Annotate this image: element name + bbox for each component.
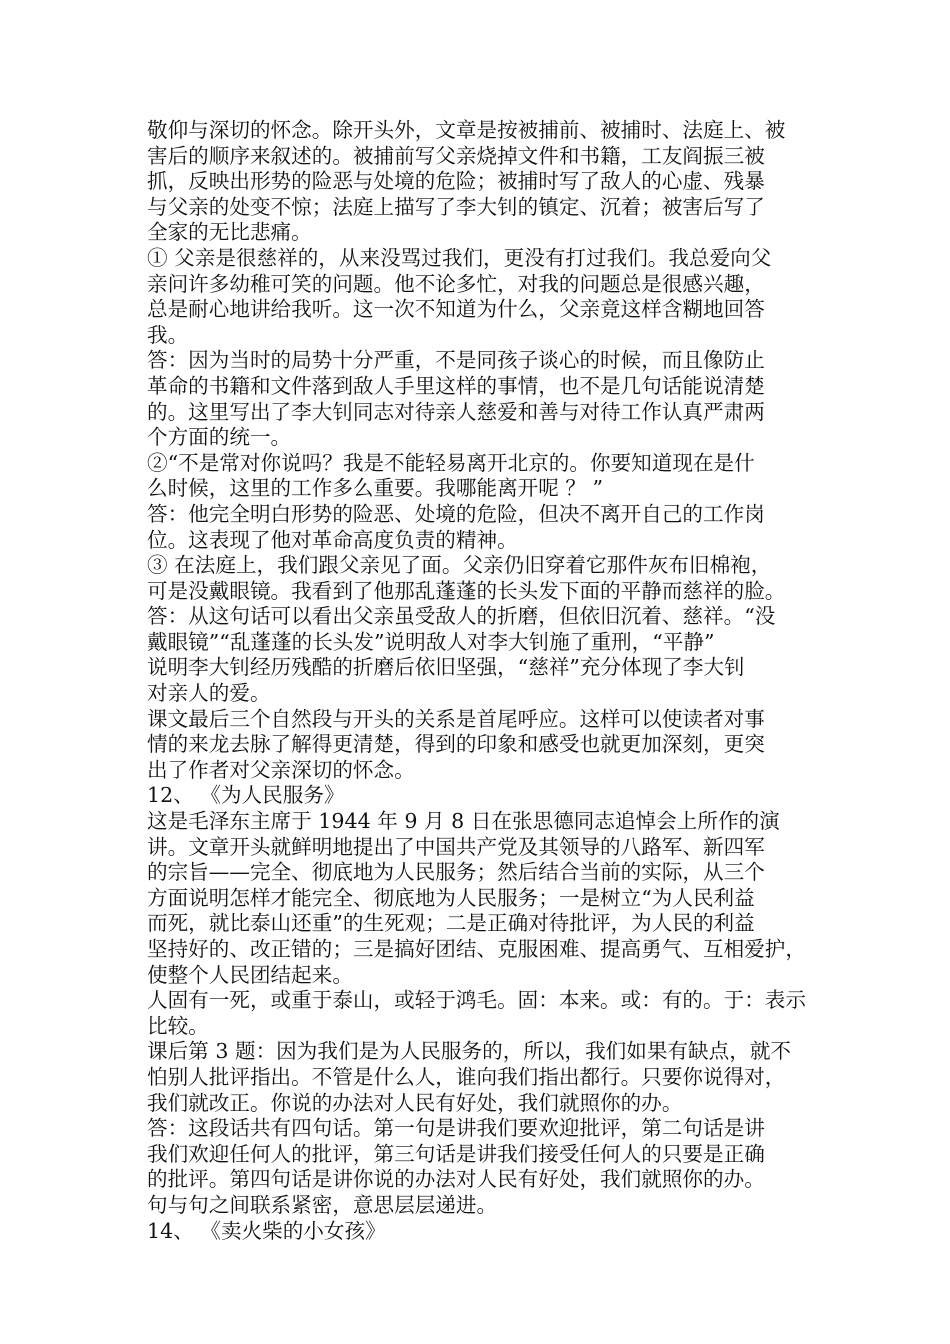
text-line: 么时候，这里的工作多么重要。我哪能离开呢 ？ ” [147,476,604,501]
text-line: 抓，反映出形势的险恶与处境的危险；被捕时写了敌人的心虚、残暴 [147,169,765,194]
text-line: 我。 [147,322,189,347]
text-line: 情的来龙去脉了解得更清楚，得到的印象和感受也就更加深刻，更突 [147,732,765,757]
text-line: 敬仰与深切的怀念。除开头外，文章是按被捕前、被捕时、法庭上、被 [147,118,786,142]
text-line: 课文最后三个自然段与开头的关系是首尾呼应。这样可以使读者对事 [147,706,765,731]
text-line: 12、 《为人民服务》 [147,783,345,808]
text-line: 个方面的统一。 [147,425,292,450]
text-line: 人固有一死，或重于泰山，或轻于鸿毛。固：本来。或：有的。于：表示 [147,988,806,1013]
text-line: ① 父亲是很慈祥的，从来没骂过我们，更没有打过我们。我总爱向父 [147,245,772,270]
text-line: 说明李大钊经历残酷的折磨后依旧坚强，“慈祥”充分体现了李大钊 [147,655,745,680]
text-line: 答：从这句话可以看出父亲虽受敌人的折磨，但依旧沉着、慈祥。“没 [147,604,776,629]
text-line: 句与句之间联系紧密，意思层层递进。 [147,1192,498,1217]
text-line: 革命的书籍和文件落到敌人手里这样的事情，也不是几句话能说清楚 [147,373,765,398]
text-line: 总是耐心地讲给我听。这一次不知道为什么，父亲竟这样含糊地回答 [147,297,765,322]
text-line: 我们就改正。你说的办法对人民有好处，我们就照你的办。 [147,1090,683,1115]
text-line: 坚持好的、改正错的；三是搞好团结、克服困难、提高勇气、互相爱护， [147,937,806,961]
text-line: 使整个人民团结起来。 [147,962,353,987]
text-line: 全家的无比悲痛。 [147,220,312,245]
text-line: 我们欢迎任何人的批评，第三句话是讲我们接受任何人的只要是正确 [147,1141,765,1166]
text-line: 讲。文章开头就鲜明地提出了中国共产党及其领导的八路军、新四军 [147,834,765,859]
text-line: 与父亲的处变不惊；法庭上描写了李大钊的镇定、沉着；被害后写了 [147,194,765,219]
text-line: 出了作者对父亲深切的怀念。 [147,757,415,782]
text-line: 14、 《卖火柴的小女孩》 [147,1218,386,1243]
text-line: 方面说明怎样才能完全、彻底地为人民服务；一是树立“为人民利益 [147,885,755,910]
text-line: 答：他完全明白形势的险恶、处境的危险，但决不离开自己的工作岗 [147,501,765,526]
text-line: 亲问许多幼稚可笑的问题。他不论多忙，对我的问题总是很感兴趣， [147,271,765,296]
text-line: 答：这段话共有四句话。第一句是讲我们要欢迎批评，第二句话是讲 [147,1116,765,1141]
text-line: 比较。 [147,1013,209,1038]
text-line: ③ 在法庭上，我们跟父亲见了面。父亲仍旧穿着它那件灰布旧棉袍， [147,553,772,578]
text-line: 位。这表现了他对革命高度负责的精神。 [147,527,518,552]
text-line: 戴眼镜”“乱蓬蓬的长头发”说明敌人对李大钊施了重刑，“平静” [147,629,715,654]
text-line: 课后第 3 题：因为我们是为人民服务的，所以，我们如果有缺点，就不 [147,1039,792,1064]
text-line: 怕别人批评指出。不管是什么人，谁向我们指出都行。只要你说得对， [147,1064,786,1089]
text-line: 的。这里写出了李大钊同志对待亲人慈爱和善与对待工作认真严肃两 [147,399,765,424]
text-line: ②“不是常对你说吗？我是不能轻易离开北京的。你要知道现在是什 [147,450,755,475]
text-line: 害后的顺序来叙述的。被捕前写父亲烧掉文件和书籍，工友阎振三被 [147,143,765,168]
text-line: 对亲人的爱。 [147,681,271,706]
text-line: 的批评。第四句话是讲你说的办法对人民有好处，我们就照你的办。 [147,1167,765,1192]
text-line: 而死，就比泰山还重”的生死观；二是正确对待批评，为人民的利益 [147,911,755,936]
text-line: 答：因为当时的局势十分严重，不是同孩子谈心的时候，而且像防止 [147,348,765,373]
document-page [147,118,807,1244]
text-line: 可是没戴眼镜。我看到了他那乱蓬蓬的长头发下面的平静而慈祥的脸。 [147,578,786,603]
text-line: 这是毛泽东主席于 1944 年 9 月 8 日在张思德同志追悼会上所作的演 [147,809,780,834]
text-line: 的宗旨——完全、彻底地为人民服务；然后结合当前的实际，从三个 [147,860,765,885]
